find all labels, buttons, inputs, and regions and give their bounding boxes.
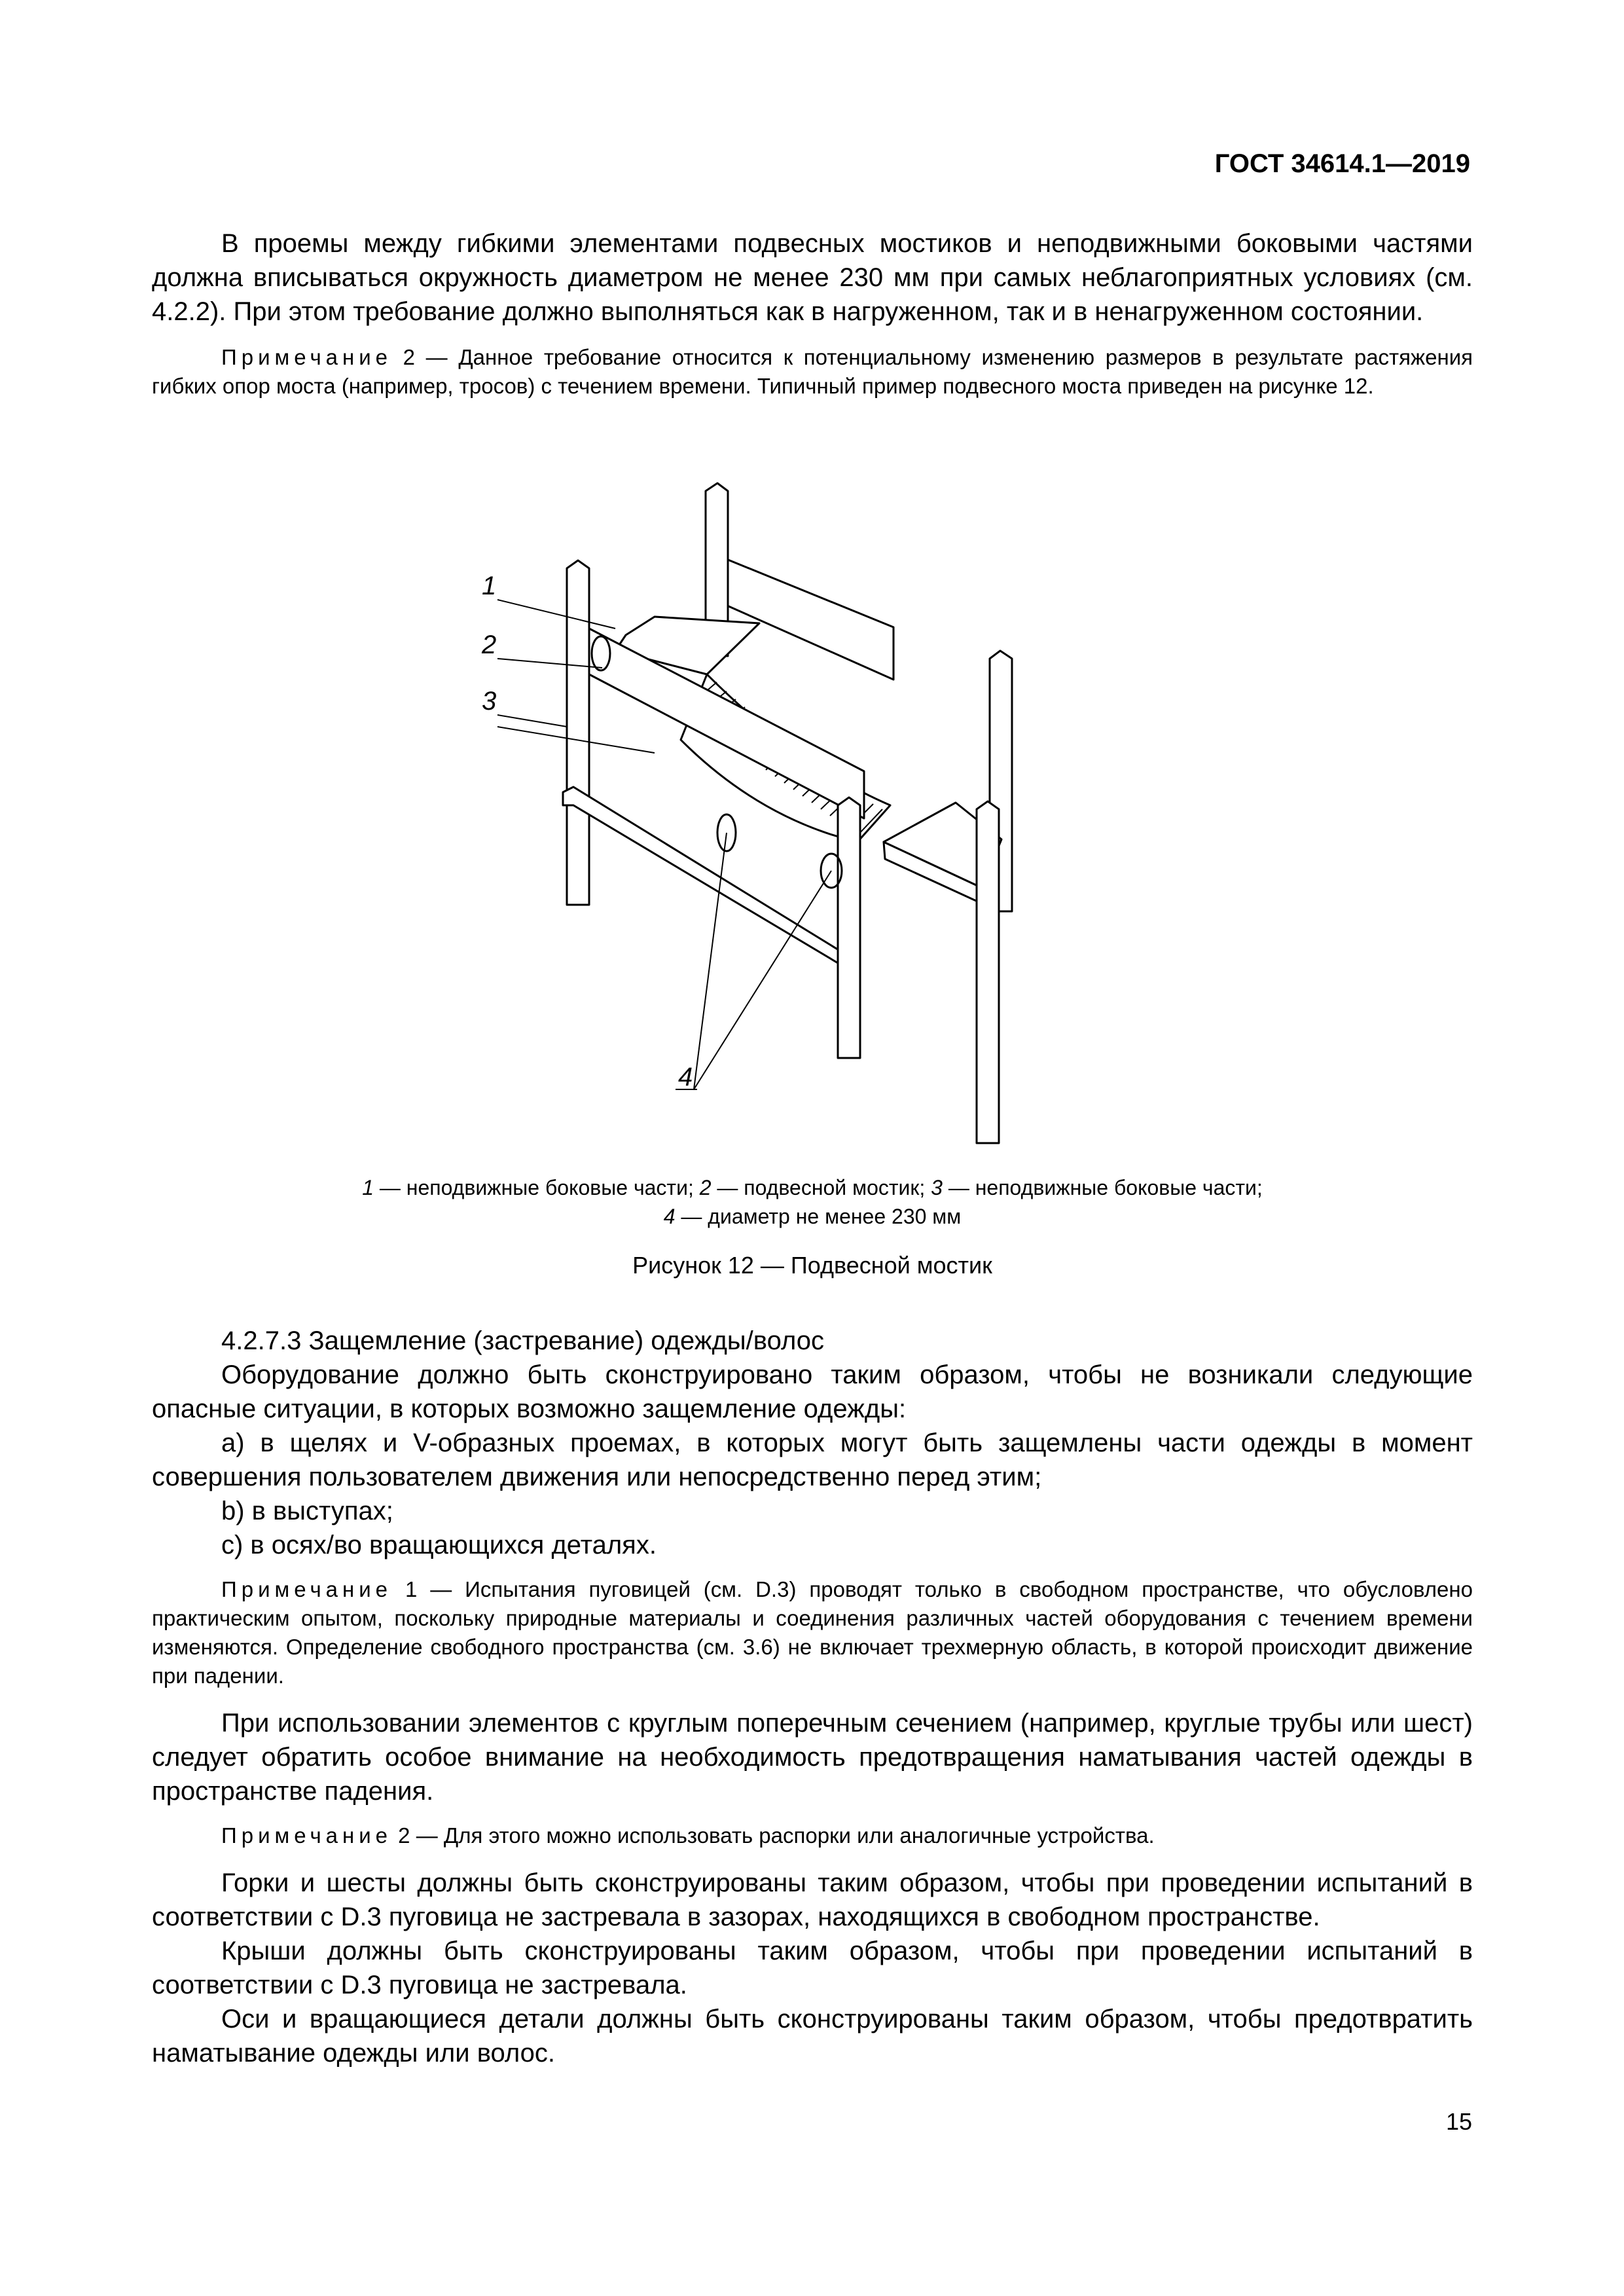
- list-item-c: c) в осях/во вращающихся деталях.: [221, 1531, 657, 1559]
- legend-num-2: 2: [699, 1176, 712, 1199]
- callout-3: 3: [482, 687, 497, 716]
- section-title: 4.2.7.3 Защемление (застревание) одежды/волос: [221, 1326, 824, 1355]
- legend-line-2: [152, 1202, 1473, 1231]
- back-rail-panel: [717, 555, 893, 680]
- legend-num-3: 3: [931, 1176, 943, 1199]
- section-para-4: Крыши должны быть сконструированы таким образом, чтобы при проведении испытаний в соответствии с D.3 пуговица не застревала.: [152, 1937, 1473, 1999]
- front-left-post: [567, 560, 589, 905]
- note-label: Примечание: [221, 1823, 393, 1848]
- legend-text-3: — неподвижные боковые части;: [942, 1176, 1263, 1199]
- list-item-a: a) в щелях и V-образных проемах, в которых могут быть защемлены части одежды в момент совершения пользователем движения или непосредственно перед этим;: [152, 1429, 1473, 1491]
- callout-4: 4: [678, 1063, 693, 1091]
- intro-paragraph: В проемы между гибкими элементами подвесных мостиков и неподвижными боковыми частями должна вписываться окружность диаметром не менее 230 мм при самых неблагоприятных условиях (см. 4.2.2). При этом требование должно выполняться как в нагруженном, так и в ненагруженном состоянии.: [152, 229, 1473, 326]
- section-para-3: Горки и шесты должны быть сконструированы таким образом, чтобы при проведении испытаний в соответствии с D.3 пуговица не застревала в зазорах, находящихся в свободном пространстве.: [152, 1868, 1473, 1931]
- list-item-b: b) в выступах;: [221, 1497, 393, 1525]
- figure-12: [458, 478, 1178, 1165]
- section-note-1: [152, 1575, 1473, 1690]
- note-label: Примечание: [221, 345, 393, 369]
- note-text: 1 — Испытания пуговицей (см. D.3) проводят только в свободном пространстве, что обусловлено практическим опытом, поскольку природные материалы и соединения различных частей оборудования с течением времени изменяются. Определение свободного пространства (см. 3.6) не включает трехмерную область, в которой происходит движение при падении.: [152, 1577, 1473, 1688]
- figure-legend: [152, 1173, 1473, 1231]
- legend-num-4: 4: [663, 1205, 676, 1228]
- page-number: 15: [1445, 2108, 1472, 2135]
- note-text: 2 — Для этого можно использовать распорки или аналогичные устройства.: [392, 1823, 1155, 1848]
- intro-block: [152, 227, 1473, 401]
- note-label: Примечание: [221, 1577, 393, 1601]
- suspension-bridge-drawing: [458, 478, 1178, 1165]
- legend-text-2: — подвесной мостик;: [711, 1176, 931, 1199]
- section-note-2: [152, 1821, 1473, 1850]
- legend-line-1: [152, 1173, 1473, 1202]
- legend-text-4: — диаметр не менее 230 мм: [675, 1205, 962, 1228]
- legend-text-1: — неподвижные боковые части;: [373, 1176, 700, 1199]
- section-para-5: Оси и вращающиеся детали должны быть сконструированы таким образом, чтобы предотвратить наматывание одежды или волос.: [152, 2005, 1473, 2068]
- document-header: ГОСТ 34614.1—2019: [1214, 149, 1470, 178]
- section-para-2: При использовании элементов с круглым поперечным сечением (например, круглые трубы или шест) следует обратить особое внимание на необходимость предотвращения наматывания частей одежды в пространстве падения.: [152, 1709, 1473, 1806]
- section-4-2-7-3: [152, 1324, 1473, 2070]
- figure-caption: Рисунок 12 — Подвесной мостик: [632, 1252, 992, 1279]
- section-para-1: Оборудование должно быть сконструировано таким образом, чтобы не возникали следующие опасные ситуации, в которых возможно защемление одежды:: [152, 1360, 1473, 1423]
- front-middle-post: [838, 797, 860, 1058]
- front-right-post: [977, 801, 999, 1143]
- callout-2: 2: [482, 630, 497, 659]
- intro-note: [152, 343, 1473, 401]
- callout-1: 1: [482, 572, 497, 600]
- legend-num-1: 1: [362, 1176, 374, 1199]
- note-text: 2 — Данное требование относится к потенциальному изменению размеров в результате растяжения гибких опор моста (например, тросов) с течением времени. Типичный пример подвесного моста приведен на рисунке 12.: [152, 345, 1473, 398]
